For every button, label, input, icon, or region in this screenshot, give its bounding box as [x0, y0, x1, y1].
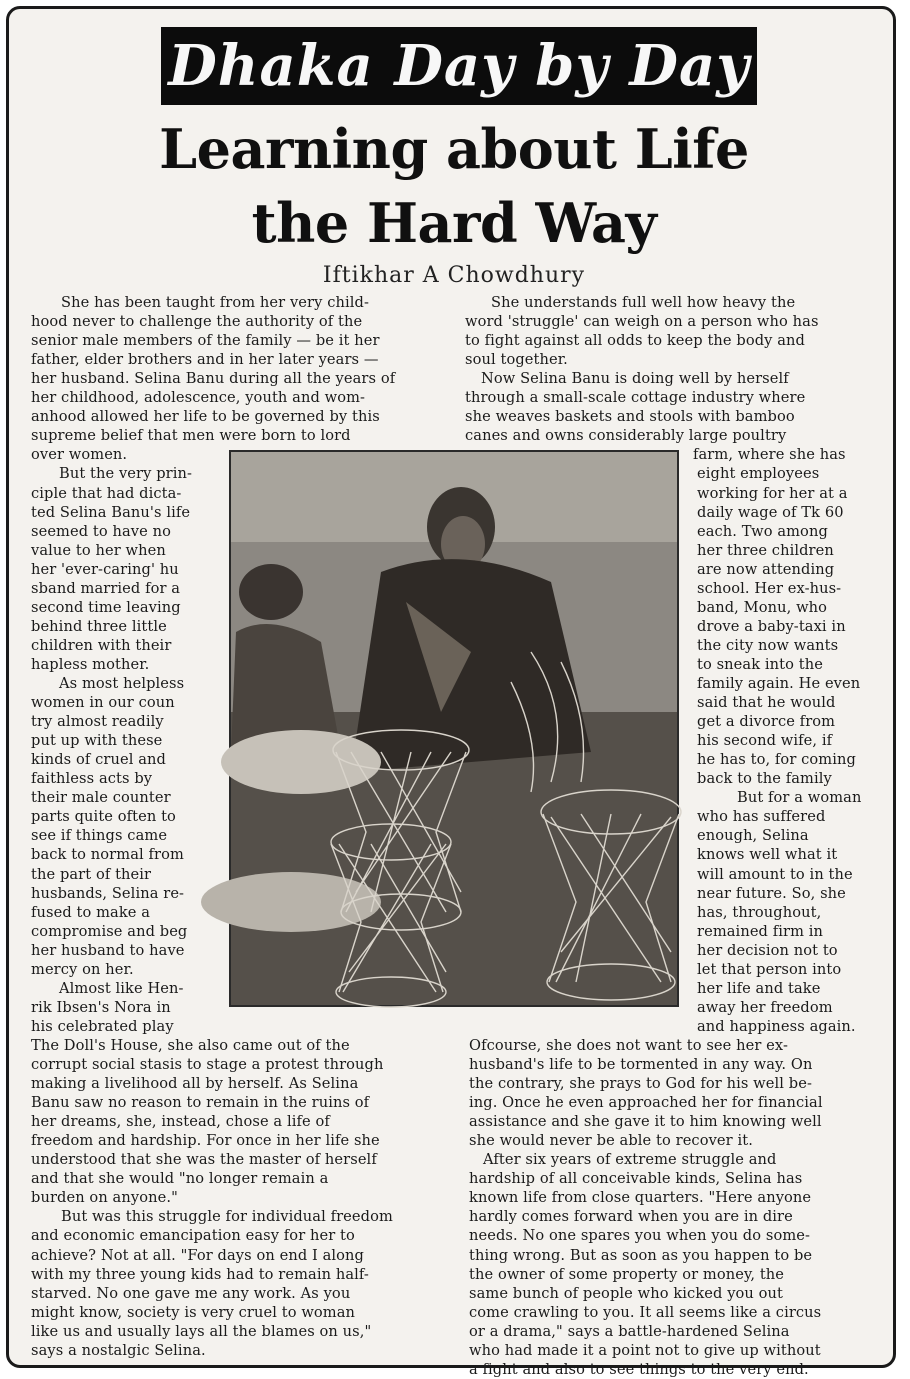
section-banner — [161, 27, 757, 105]
right-column-line: she would never be able to recover it. — [469, 1132, 753, 1150]
left-column-line: father, elder brothers and in her later years — — [31, 351, 379, 369]
right-column-line: his second wife, if — [697, 732, 833, 750]
left-column-line: corrupt social stasis to stage a protest through — [31, 1056, 384, 1073]
right-column-line: and happiness again. — [697, 1017, 856, 1035]
right-column-line: remained firm in — [697, 922, 824, 940]
right-column-line: daily wage of Tk 60 — [697, 503, 844, 521]
right-column-line: back to the family — [697, 770, 832, 788]
left-column-line: value to her when — [31, 541, 166, 559]
left-column-line: hapless mother. — [31, 655, 150, 673]
right-column-line: thing wrong. But as soon as you happen to be — [469, 1246, 813, 1264]
left-column-line: anhood allowed her life to be governed by this — [31, 408, 380, 426]
left-column-line: parts quite often to — [31, 808, 176, 826]
left-column-line: try almost readily — [31, 713, 164, 731]
left-column-line: her husband to have — [31, 941, 185, 959]
right-column-line: enough, Selina — [697, 827, 809, 845]
right-column-line: same bunch of people who kicked you out — [469, 1284, 784, 1302]
left-column-line: put up with these — [31, 732, 163, 750]
left-column-line: understood that she was the master of herself — [31, 1151, 377, 1169]
left-column-line: ted Selina Banu's life — [31, 503, 191, 521]
newspaper-clipping — [6, 6, 896, 1378]
section-banner-title: Dhaka Day by Day — [168, 33, 750, 99]
right-column-line: get a divorce from — [697, 713, 836, 731]
left-column-line: starved. No one gave me any work. As you — [31, 1284, 351, 1302]
right-column-line: hardship of all conceivable kinds, Selina has — [469, 1170, 803, 1188]
headline-line-2: the Hard Way — [251, 191, 657, 255]
photo-illustration — [231, 452, 677, 1005]
left-column-line: back to normal from — [31, 846, 184, 864]
right-column-line: said that he would — [697, 694, 836, 712]
left-column-line: The Doll's House, she also came out of the — [31, 1036, 350, 1054]
right-column-line: family again. He even — [697, 675, 861, 692]
left-column-line: women in our coun — [31, 694, 175, 712]
right-column-line: Now Selina Banu is doing well by herself — [481, 370, 789, 388]
left-column-line: her childhood, adolescence, youth and wom- — [31, 389, 366, 407]
left-column-line: freedom and hardship. For once in her life she — [31, 1132, 380, 1150]
left-column-line: their male counter — [31, 789, 171, 807]
left-column-line: ciple that had dicta- — [31, 484, 182, 502]
left-column-line: As most helpless — [59, 675, 185, 692]
right-column-line: word 'struggle' can weigh on a person who has — [465, 313, 819, 331]
right-column-line: through a small-scale cottage industry where — [465, 389, 806, 407]
left-column-line: burden on anyone." — [31, 1189, 178, 1207]
left-column-line: But the very prin- — [59, 465, 193, 483]
right-column-line: knows well what it — [697, 846, 838, 864]
left-column-line: sband married for a — [31, 579, 181, 597]
byline: Iftikhar A Chowdhury — [322, 263, 586, 288]
left-column-line: But was this struggle for individual freedom — [61, 1208, 393, 1226]
right-column-line: who has suffered — [697, 808, 826, 826]
right-column-line: working for her at a — [697, 484, 848, 502]
left-column-line: husbands, Selina re- — [31, 884, 185, 902]
right-column-line: let that person into — [697, 960, 842, 978]
left-column-line: with my three young kids had to remain half- — [31, 1265, 369, 1283]
right-column-line: canes and owns considerably large poultry — [465, 427, 787, 445]
left-column-line: supreme belief that men were born to lord — [31, 427, 351, 445]
left-column-line: Banu saw no reason to remain in the ruins of — [31, 1094, 370, 1112]
right-column-line: hardly comes forward when you are in dire — [469, 1208, 793, 1226]
right-column-line: soul together. — [465, 351, 568, 369]
left-column-line: compromise and beg — [31, 922, 188, 940]
right-column-line: to sneak into the — [697, 655, 823, 673]
left-column-line: faithless acts by — [31, 770, 153, 788]
right-column-line: a fight and also to see things to the very end. — [469, 1360, 809, 1378]
right-column-line: are now attending — [697, 560, 835, 578]
right-column-line: her life and take — [697, 979, 821, 997]
right-column-line: or a drama," says a battle-hardened Selina — [469, 1322, 790, 1340]
right-column-line: assistance and she gave it to him knowing well — [469, 1113, 822, 1131]
left-column-line: says a nostalgic Selina. — [31, 1341, 206, 1359]
left-column-line: fused to make a — [31, 903, 151, 921]
right-column-line: farm, where she has — [693, 446, 846, 464]
right-column-line: the city now wants — [697, 636, 839, 654]
right-column-line: her decision not to — [697, 941, 838, 959]
left-column-line: behind three little — [31, 617, 167, 635]
left-column-line: might know, society is very cruel to woman — [31, 1303, 356, 1321]
left-column-line: making a livelihood all by herself. As Selina — [31, 1075, 359, 1093]
left-column-line: kinds of cruel and — [31, 751, 166, 769]
right-column-line: her three children — [697, 541, 834, 559]
left-column-line: Almost like Hen- — [59, 979, 184, 997]
right-column-line: she weaves baskets and stools with bamboo — [465, 408, 795, 426]
right-column-line: come crawling to you. It all seems like a circus — [469, 1303, 822, 1321]
left-column-line: seemed to have no — [31, 522, 172, 540]
right-column-line: ing. Once he even approached her for financial — [469, 1094, 823, 1112]
left-column-line: children with their — [31, 636, 172, 654]
right-column-line: near future. So, she — [697, 884, 846, 902]
right-column-line: Ofcourse, she does not want to see her ex- — [469, 1036, 789, 1054]
left-column-line: rik Ibsen's Nora in — [31, 998, 171, 1016]
right-column-line: has, throughout, — [697, 903, 822, 921]
right-column-line: the owner of some property or money, the — [469, 1265, 785, 1283]
headline-line-1: Learning about Life — [159, 117, 749, 181]
left-column-line: the part of their — [31, 865, 152, 883]
left-column-line: her dreams, she, instead, chose a life of — [31, 1113, 330, 1131]
right-column-line: husband's life to be tormented in any way. On — [469, 1056, 813, 1073]
right-column-line: each. Two among — [697, 522, 828, 540]
left-column-line: She has been taught from her very child- — [61, 294, 369, 311]
right-column-line: school. Her ex-hus- — [697, 579, 842, 597]
left-column-line: and economic emancipation easy for her to — [31, 1227, 355, 1245]
left-column-line: second time leaving — [31, 598, 181, 616]
right-column-line: She understands full well how heavy the — [491, 294, 796, 311]
right-column-line: who had made it a point not to give up without — [469, 1341, 821, 1359]
right-column-line: away her freedom — [697, 998, 833, 1016]
right-column-line: will amount to in the — [697, 865, 853, 883]
left-column-line: her husband. Selina Banu during all the years of — [31, 370, 396, 388]
left-column-line: see if things came — [31, 827, 168, 845]
left-column-line: and that she would "no longer remain a — [31, 1170, 329, 1188]
left-column-line: achieve? Not at all. "For days on end I along — [31, 1246, 364, 1264]
left-column-line: mercy on her. — [31, 960, 134, 978]
left-column-line: like us and usually lays all the blames on us," — [31, 1322, 372, 1340]
right-column-line: needs. No one spares you when you do some- — [469, 1227, 811, 1245]
right-column-line: After six years of extreme struggle and — [483, 1151, 777, 1169]
right-column-line: to fight against all odds to keep the body and — [465, 332, 805, 350]
left-column-line: senior male members of the family — be it her — [31, 332, 380, 350]
article-photo — [229, 450, 679, 1007]
left-column-line: his celebrated play — [31, 1017, 174, 1035]
left-column-line: over women. — [31, 446, 128, 464]
right-column-line: he has to, for coming — [697, 751, 856, 769]
left-column-line: her 'ever-caring' hu — [31, 560, 179, 578]
right-column-line: drove a baby-taxi in — [697, 617, 846, 635]
right-column-line: eight employees — [697, 465, 820, 483]
right-column-line: known life from close quarters. "Here anyone — [469, 1189, 812, 1207]
right-column-line: the contrary, she prays to God for his well be- — [469, 1075, 812, 1093]
right-column-line: But for a woman — [737, 789, 862, 807]
left-column-line: hood never to challenge the authority of the — [31, 313, 363, 331]
right-column-line: band, Monu, who — [697, 598, 828, 616]
